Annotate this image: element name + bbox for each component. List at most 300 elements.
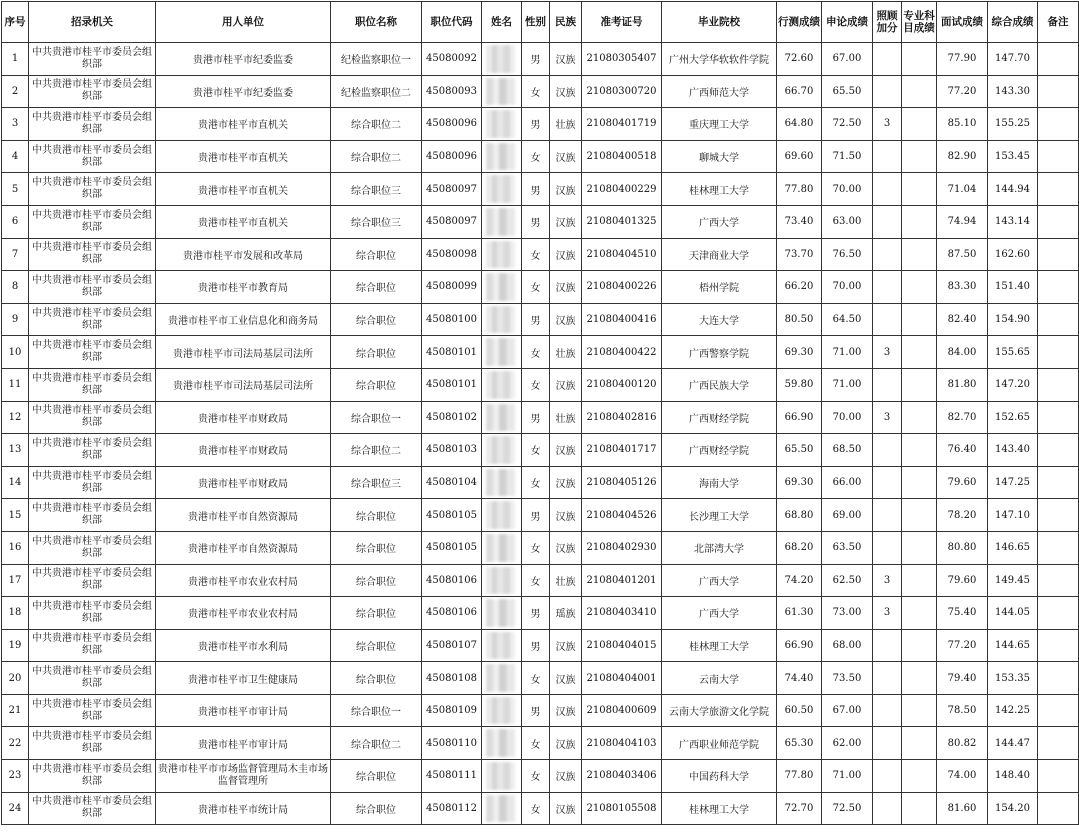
cell-ethnicity: 汉族 (550, 173, 582, 206)
cell-aptitude-score: 65.50 (777, 434, 822, 467)
cell-aptitude-score: 72.70 (777, 792, 822, 825)
cell-interview-score: 87.50 (937, 238, 988, 271)
cell-bonus (873, 466, 902, 499)
cell-position-name: 纪检监察职位一 (331, 43, 422, 76)
cell-total-score: 144.94 (988, 173, 1038, 206)
table-row (2, 792, 1079, 825)
cell-ethnicity: 壮族 (550, 336, 582, 369)
col-header-remarks: 备注 (1038, 2, 1079, 43)
cell-position-code: 45080097 (422, 205, 482, 238)
cell-exam-id: 21080400422 (582, 336, 662, 369)
cell-professional-score (902, 564, 937, 597)
cell-school: 广西财经学院 (662, 434, 777, 467)
cell-name (482, 792, 522, 825)
cell-ethnicity: 汉族 (550, 760, 582, 793)
cell-exam-id: 21080400120 (582, 368, 662, 401)
cell-position-code: 45080101 (422, 368, 482, 401)
cell-position-code: 45080098 (422, 238, 482, 271)
redacted-name (486, 273, 515, 301)
cell-gender: 女 (522, 727, 550, 760)
cell-aptitude-score: 72.60 (777, 43, 822, 76)
cell-total-score: 143.14 (988, 205, 1038, 238)
cell-position-name: 综合职位二 (331, 727, 422, 760)
cell-aptitude-score: 66.20 (777, 271, 822, 304)
cell-bonus (873, 434, 902, 467)
cell-recruiting-org: 中共贵港市桂平市委员会组织部 (29, 694, 156, 727)
cell-school: 长沙理工大学 (662, 499, 777, 532)
cell-ethnicity: 壮族 (550, 564, 582, 597)
cell-position-code: 45080103 (422, 434, 482, 467)
cell-ethnicity: 汉族 (550, 140, 582, 173)
cell-essay-score: 76.50 (822, 238, 873, 271)
redacted-name (486, 534, 515, 562)
redacted-name (486, 306, 515, 334)
cell-employer: 贵港市桂平市直机关 (156, 108, 331, 141)
cell-position-name: 综合职位 (331, 499, 422, 532)
cell-essay-score: 62.00 (822, 727, 873, 760)
cell-ethnicity: 汉族 (550, 205, 582, 238)
cell-interview-score: 78.20 (937, 499, 988, 532)
cell-employer: 贵港市桂平市教育局 (156, 271, 331, 304)
cell-recruiting-org: 中共贵港市桂平市委员会组织部 (29, 434, 156, 467)
cell-position-code: 45080108 (422, 662, 482, 695)
cell-remarks (1038, 108, 1079, 141)
cell-remarks (1038, 499, 1079, 532)
cell-school: 广西财经学院 (662, 401, 777, 434)
cell-gender: 女 (522, 75, 550, 108)
cell-name (482, 173, 522, 206)
cell-essay-score: 69.00 (822, 499, 873, 532)
cell-bonus: 3 (873, 108, 902, 141)
cell-index: 1 (2, 43, 29, 76)
redacted-name (486, 436, 515, 464)
cell-gender: 男 (522, 303, 550, 336)
redacted-name (486, 110, 515, 138)
cell-bonus (873, 75, 902, 108)
cell-position-name: 综合职位 (331, 271, 422, 304)
cell-professional-score (902, 466, 937, 499)
cell-interview-score: 77.20 (937, 75, 988, 108)
cell-gender: 女 (522, 238, 550, 271)
cell-employer: 贵港市桂平市司法局基层司法所 (156, 368, 331, 401)
cell-essay-score: 64.50 (822, 303, 873, 336)
cell-interview-score: 84.00 (937, 336, 988, 369)
cell-exam-id: 21080404510 (582, 238, 662, 271)
cell-exam-id: 21080400416 (582, 303, 662, 336)
cell-ethnicity: 汉族 (550, 694, 582, 727)
cell-gender: 女 (522, 792, 550, 825)
cell-exam-id: 21080400518 (582, 140, 662, 173)
cell-total-score: 144.65 (988, 629, 1038, 662)
cell-aptitude-score: 59.80 (777, 368, 822, 401)
cell-aptitude-score: 77.80 (777, 173, 822, 206)
cell-exam-id: 21080404015 (582, 629, 662, 662)
cell-employer: 贵港市桂平市审计局 (156, 727, 331, 760)
cell-essay-score: 62.50 (822, 564, 873, 597)
cell-professional-score (902, 43, 937, 76)
cell-remarks (1038, 271, 1079, 304)
redacted-name (486, 501, 515, 529)
cell-school: 大连大学 (662, 303, 777, 336)
cell-exam-id: 21080404103 (582, 727, 662, 760)
cell-gender: 男 (522, 499, 550, 532)
cell-position-name: 综合职位三 (331, 466, 422, 499)
cell-professional-score (902, 760, 937, 793)
cell-essay-score: 65.50 (822, 75, 873, 108)
cell-aptitude-score: 69.60 (777, 140, 822, 173)
cell-remarks (1038, 43, 1079, 76)
cell-ethnicity: 汉族 (550, 303, 582, 336)
cell-index: 14 (2, 466, 29, 499)
cell-interview-score: 78.50 (937, 694, 988, 727)
cell-position-name: 综合职位三 (331, 205, 422, 238)
table-row (2, 43, 1079, 76)
cell-exam-id: 21080404001 (582, 662, 662, 695)
cell-name (482, 694, 522, 727)
redacted-name (486, 45, 515, 73)
cell-exam-id: 21080400226 (582, 271, 662, 304)
cell-bonus: 3 (873, 564, 902, 597)
redacted-name (486, 469, 515, 497)
redacted-name (486, 795, 515, 823)
cell-interview-score: 79.40 (937, 662, 988, 695)
cell-remarks (1038, 760, 1079, 793)
table-row (2, 531, 1079, 564)
cell-employer: 贵港市桂平市自然资源局 (156, 499, 331, 532)
table-row (2, 629, 1079, 662)
redacted-name (486, 78, 515, 106)
cell-exam-id: 21080401717 (582, 434, 662, 467)
col-header-employer: 用人单位 (156, 2, 331, 43)
cell-gender: 女 (522, 434, 550, 467)
cell-interview-score: 82.70 (937, 401, 988, 434)
table-row (2, 760, 1079, 793)
cell-position-code: 45080104 (422, 466, 482, 499)
cell-interview-score: 81.80 (937, 368, 988, 401)
cell-gender: 女 (522, 140, 550, 173)
cell-position-name: 综合职位 (331, 238, 422, 271)
cell-ethnicity: 汉族 (550, 43, 582, 76)
cell-school: 梧州学院 (662, 271, 777, 304)
cell-bonus: 3 (873, 336, 902, 369)
cell-total-score: 153.35 (988, 662, 1038, 695)
cell-professional-score (902, 694, 937, 727)
cell-employer: 贵港市桂平市统计局 (156, 792, 331, 825)
cell-interview-score: 75.40 (937, 597, 988, 630)
cell-professional-score (902, 727, 937, 760)
cell-position-code: 45080100 (422, 303, 482, 336)
cell-position-name: 综合职位二 (331, 108, 422, 141)
cell-position-name: 综合职位 (331, 792, 422, 825)
cell-position-code: 45080106 (422, 564, 482, 597)
cell-bonus (873, 727, 902, 760)
cell-position-name: 综合职位 (331, 531, 422, 564)
cell-interview-score: 81.60 (937, 792, 988, 825)
cell-interview-score: 85.10 (937, 108, 988, 141)
col-header-school: 毕业院校 (662, 2, 777, 43)
table-row (2, 271, 1079, 304)
cell-bonus (873, 531, 902, 564)
cell-interview-score: 74.94 (937, 205, 988, 238)
cell-employer: 贵港市桂平市财政局 (156, 401, 331, 434)
cell-gender: 男 (522, 173, 550, 206)
cell-name (482, 238, 522, 271)
cell-name (482, 564, 522, 597)
cell-aptitude-score: 69.30 (777, 466, 822, 499)
cell-gender: 女 (522, 336, 550, 369)
cell-position-name: 综合职位 (331, 662, 422, 695)
cell-recruiting-org: 中共贵港市桂平市委员会组织部 (29, 597, 156, 630)
cell-position-code: 45080092 (422, 43, 482, 76)
cell-position-name: 综合职位 (331, 336, 422, 369)
cell-gender: 男 (522, 205, 550, 238)
cell-remarks (1038, 629, 1079, 662)
cell-position-name: 综合职位 (331, 303, 422, 336)
cell-aptitude-score: 66.90 (777, 401, 822, 434)
redacted-name (486, 632, 515, 660)
cell-gender: 男 (522, 43, 550, 76)
cell-ethnicity: 汉族 (550, 531, 582, 564)
cell-position-code: 45080105 (422, 531, 482, 564)
col-header-position-code: 职位代码 (422, 2, 482, 43)
cell-recruiting-org: 中共贵港市桂平市委员会组织部 (29, 43, 156, 76)
cell-total-score: 155.25 (988, 108, 1038, 141)
cell-total-score: 147.25 (988, 466, 1038, 499)
cell-interview-score: 71.04 (937, 173, 988, 206)
cell-index: 9 (2, 303, 29, 336)
table-row (2, 238, 1079, 271)
cell-gender: 女 (522, 466, 550, 499)
cell-school: 广西大学 (662, 564, 777, 597)
cell-total-score: 162.60 (988, 238, 1038, 271)
cell-name (482, 108, 522, 141)
cell-position-name: 纪检监察职位二 (331, 75, 422, 108)
cell-school: 广西警察学院 (662, 336, 777, 369)
cell-aptitude-score: 73.70 (777, 238, 822, 271)
cell-bonus (873, 173, 902, 206)
cell-employer: 贵港市桂平市水利局 (156, 629, 331, 662)
cell-position-code: 45080102 (422, 401, 482, 434)
cell-essay-score: 66.00 (822, 466, 873, 499)
cell-interview-score: 82.90 (937, 140, 988, 173)
cell-school: 桂林理工大学 (662, 173, 777, 206)
cell-total-score: 151.40 (988, 271, 1038, 304)
cell-professional-score (902, 597, 937, 630)
cell-gender: 女 (522, 760, 550, 793)
cell-name (482, 466, 522, 499)
redacted-name (486, 729, 515, 757)
cell-total-score: 154.90 (988, 303, 1038, 336)
cell-bonus (873, 694, 902, 727)
cell-employer: 贵港市桂平市财政局 (156, 434, 331, 467)
cell-gender: 女 (522, 368, 550, 401)
cell-position-code: 45080111 (422, 760, 482, 793)
cell-exam-id: 21080401719 (582, 108, 662, 141)
col-header-gender: 性别 (522, 2, 550, 43)
cell-position-name: 综合职位 (331, 368, 422, 401)
cell-interview-score: 80.80 (937, 531, 988, 564)
redacted-name (486, 208, 515, 236)
cell-recruiting-org: 中共贵港市桂平市委员会组织部 (29, 173, 156, 206)
cell-position-code: 45080093 (422, 75, 482, 108)
cell-index: 19 (2, 629, 29, 662)
cell-school: 桂林理工大学 (662, 792, 777, 825)
redacted-name (486, 371, 515, 399)
cell-index: 8 (2, 271, 29, 304)
cell-remarks (1038, 792, 1079, 825)
cell-essay-score: 71.00 (822, 336, 873, 369)
cell-interview-score: 79.60 (937, 466, 988, 499)
cell-aptitude-score: 66.70 (777, 75, 822, 108)
table-row (2, 173, 1079, 206)
cell-recruiting-org: 中共贵港市桂平市委员会组织部 (29, 727, 156, 760)
cell-ethnicity: 汉族 (550, 499, 582, 532)
cell-remarks (1038, 368, 1079, 401)
cell-position-code: 45080096 (422, 140, 482, 173)
cell-professional-score (902, 368, 937, 401)
cell-ethnicity: 汉族 (550, 434, 582, 467)
cell-exam-id: 21080400609 (582, 694, 662, 727)
cell-professional-score (902, 401, 937, 434)
cell-employer: 贵港市桂平市财政局 (156, 466, 331, 499)
cell-bonus (873, 271, 902, 304)
cell-name (482, 597, 522, 630)
cell-essay-score: 67.00 (822, 694, 873, 727)
table-row (2, 694, 1079, 727)
cell-exam-id: 21080405126 (582, 466, 662, 499)
cell-gender: 女 (522, 564, 550, 597)
cell-remarks (1038, 564, 1079, 597)
col-header-interview-score: 面试成绩 (937, 2, 988, 43)
cell-total-score: 147.20 (988, 368, 1038, 401)
cell-interview-score: 80.82 (937, 727, 988, 760)
cell-index: 13 (2, 434, 29, 467)
cell-exam-id: 21080401201 (582, 564, 662, 597)
cell-aptitude-score: 65.30 (777, 727, 822, 760)
col-header-recruiting-org: 招录机关 (29, 2, 156, 43)
table-row (2, 727, 1079, 760)
cell-school: 广西民族大学 (662, 368, 777, 401)
cell-employer: 贵港市桂平市审计局 (156, 694, 331, 727)
cell-essay-score: 71.00 (822, 760, 873, 793)
table-row (2, 564, 1079, 597)
cell-bonus (873, 792, 902, 825)
cell-recruiting-org: 中共贵港市桂平市委员会组织部 (29, 140, 156, 173)
cell-remarks (1038, 727, 1079, 760)
cell-recruiting-org: 中共贵港市桂平市委员会组织部 (29, 205, 156, 238)
cell-index: 24 (2, 792, 29, 825)
cell-essay-score: 70.00 (822, 271, 873, 304)
cell-recruiting-org: 中共贵港市桂平市委员会组织部 (29, 499, 156, 532)
cell-bonus (873, 760, 902, 793)
cell-ethnicity: 汉族 (550, 792, 582, 825)
cell-name (482, 205, 522, 238)
cell-essay-score: 72.50 (822, 792, 873, 825)
col-header-position-name: 职位名称 (331, 2, 422, 43)
cell-interview-score: 83.30 (937, 271, 988, 304)
col-header-total-score: 综合成绩 (988, 2, 1038, 43)
cell-professional-score (902, 499, 937, 532)
cell-employer: 贵港市桂平市司法局基层司法所 (156, 336, 331, 369)
cell-essay-score: 73.00 (822, 597, 873, 630)
cell-employer: 贵港市桂平市农业农村局 (156, 564, 331, 597)
cell-index: 23 (2, 760, 29, 793)
redacted-name (486, 567, 515, 595)
cell-exam-id: 21080403410 (582, 597, 662, 630)
cell-essay-score: 73.50 (822, 662, 873, 695)
redacted-name (486, 143, 515, 171)
cell-index: 20 (2, 662, 29, 695)
cell-recruiting-org: 中共贵港市桂平市委员会组织部 (29, 303, 156, 336)
cell-ethnicity: 汉族 (550, 662, 582, 695)
header-row (2, 2, 1079, 43)
cell-index: 21 (2, 694, 29, 727)
cell-recruiting-org: 中共贵港市桂平市委员会组织部 (29, 629, 156, 662)
cell-total-score: 155.65 (988, 336, 1038, 369)
cell-school: 广西师范大学 (662, 75, 777, 108)
cell-essay-score: 70.00 (822, 401, 873, 434)
cell-remarks (1038, 401, 1079, 434)
cell-school: 天津商业大学 (662, 238, 777, 271)
cell-remarks (1038, 75, 1079, 108)
cell-ethnicity: 汉族 (550, 466, 582, 499)
cell-recruiting-org: 中共贵港市桂平市委员会组织部 (29, 336, 156, 369)
cell-bonus (873, 629, 902, 662)
cell-employer: 贵港市桂平市直机关 (156, 140, 331, 173)
cell-interview-score: 76.40 (937, 434, 988, 467)
table-row (2, 401, 1079, 434)
cell-total-score: 143.30 (988, 75, 1038, 108)
cell-school: 广西职业师范学院 (662, 727, 777, 760)
cell-position-code: 45080097 (422, 173, 482, 206)
table-row (2, 368, 1079, 401)
cell-interview-score: 79.60 (937, 564, 988, 597)
cell-position-name: 综合职位三 (331, 173, 422, 206)
cell-interview-score: 77.90 (937, 43, 988, 76)
cell-index: 17 (2, 564, 29, 597)
cell-name (482, 629, 522, 662)
redacted-name (486, 762, 515, 790)
col-header-bonus: 照顾加分 (873, 2, 902, 43)
cell-name (482, 531, 522, 564)
cell-recruiting-org: 中共贵港市桂平市委员会组织部 (29, 401, 156, 434)
cell-index: 2 (2, 75, 29, 108)
cell-aptitude-score: 74.40 (777, 662, 822, 695)
cell-employer: 贵港市桂平市市场监督管理局木圭市场监督管理所 (156, 760, 331, 793)
cell-remarks (1038, 205, 1079, 238)
cell-bonus (873, 140, 902, 173)
cell-employer: 贵港市桂平市直机关 (156, 205, 331, 238)
cell-total-score: 153.45 (988, 140, 1038, 173)
cell-professional-score (902, 303, 937, 336)
cell-remarks (1038, 434, 1079, 467)
cell-total-score: 142.25 (988, 694, 1038, 727)
col-header-ethnicity: 民族 (550, 2, 582, 43)
redacted-name (486, 599, 515, 627)
cell-essay-score: 68.00 (822, 629, 873, 662)
cell-remarks (1038, 173, 1079, 206)
cell-aptitude-score: 66.90 (777, 629, 822, 662)
cell-name (482, 760, 522, 793)
cell-exam-id: 21080105508 (582, 792, 662, 825)
cell-professional-score (902, 531, 937, 564)
cell-gender: 男 (522, 597, 550, 630)
cell-name (482, 434, 522, 467)
cell-index: 11 (2, 368, 29, 401)
cell-aptitude-score: 80.50 (777, 303, 822, 336)
cell-essay-score: 63.50 (822, 531, 873, 564)
cell-gender: 男 (522, 629, 550, 662)
